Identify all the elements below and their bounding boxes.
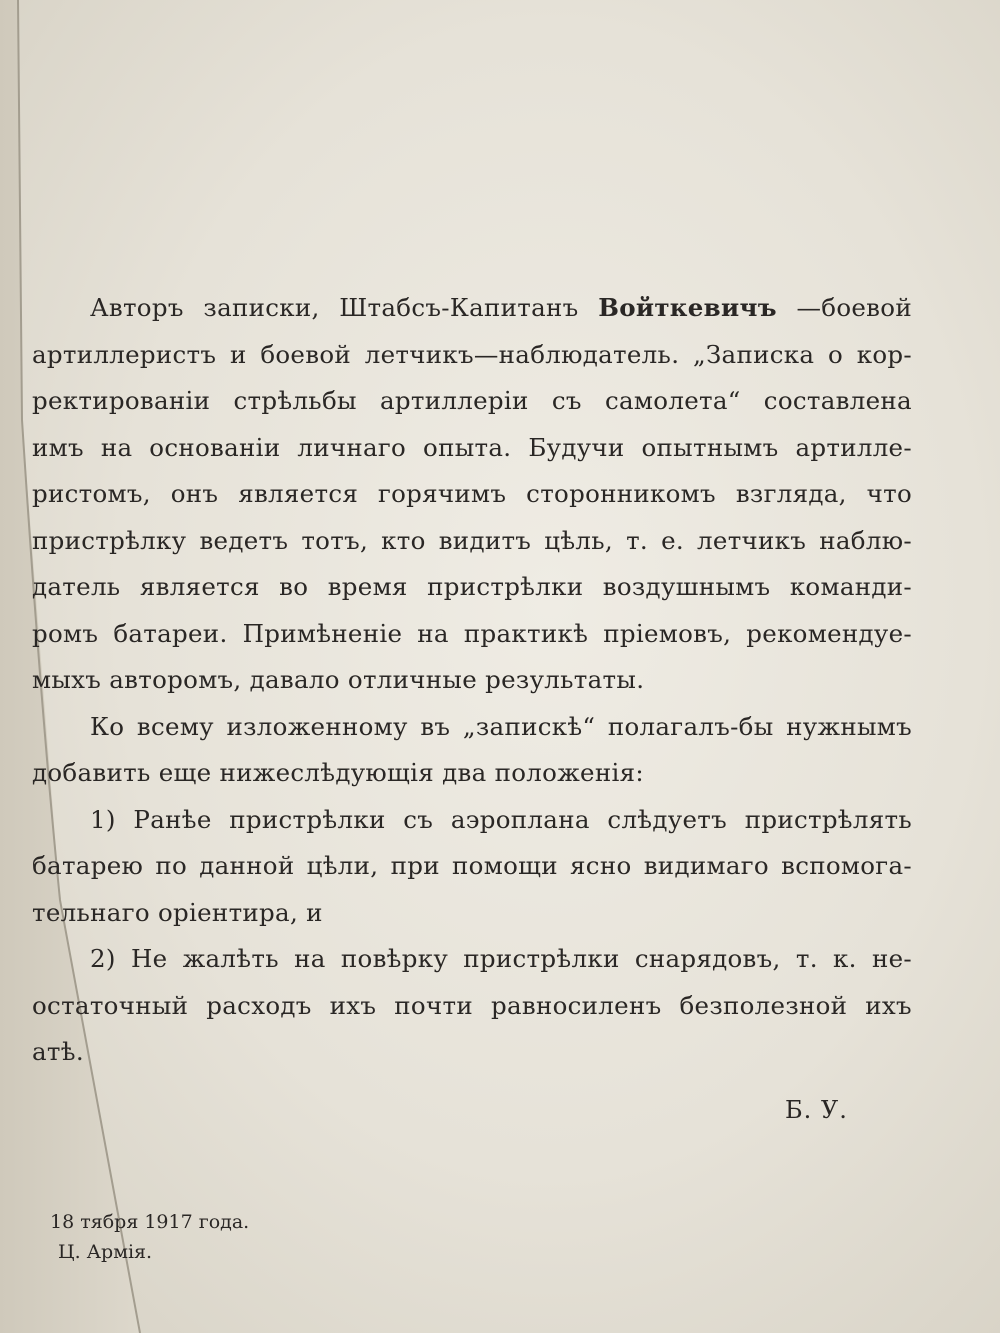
text-line: датель является во время пристрѣлки воздушнымъ команди- bbox=[32, 572, 912, 601]
text-line: Ко всему изложенному въ „запискѣ“ полагалъ-бы нужнымъ bbox=[90, 711, 912, 741]
item-1 bbox=[32, 797, 912, 937]
text-line: тельнаго оріентира, и bbox=[32, 897, 323, 927]
text-line: 1) Ранѣе пристрѣлки съ аэроплана слѣдуетъ пристрѣлять bbox=[90, 804, 912, 834]
place-line: Ц. Армія. bbox=[58, 1241, 153, 1263]
document-body bbox=[32, 285, 912, 1076]
text-line: батарею по данной цѣли, при помощи ясно видимаго вспомога- bbox=[32, 851, 912, 880]
text-line: остаточный расходъ ихъ почти равносиленъ безполезной ихъ bbox=[32, 990, 912, 1020]
date-block bbox=[50, 1207, 249, 1267]
text-line: ристомъ, онъ является горячимъ сторонникомъ взгляда, что bbox=[32, 479, 912, 508]
text-line: 2) Не жалѣть на повѣрку пристрѣлки снарядовъ, т. к. не- bbox=[90, 944, 912, 973]
paragraph-1 bbox=[32, 285, 912, 704]
text-line: мыхъ авторомъ, давало отличные результаты. bbox=[32, 665, 645, 694]
text-line: Авторъ записки, Штабсъ-Капитанъ Войткевичъ —боевой bbox=[90, 293, 912, 322]
signature: Б. У. bbox=[785, 1096, 848, 1124]
text-line: атѣ. bbox=[32, 1037, 84, 1066]
text-line: имъ на основаніи личнаго опыта. Будучи опытнымъ артилле- bbox=[32, 432, 912, 462]
date-line: 18 тября 1917 года. bbox=[50, 1211, 250, 1233]
text-line: артиллеристъ и боевой летчикъ—наблюдатель. „Записка о кор- bbox=[32, 339, 912, 369]
text-line: ректированіи стрѣльбы артиллеріи съ самолета“ составлена bbox=[32, 386, 912, 415]
text-line: добавить еще нижеслѣдующія два положенія: bbox=[32, 758, 644, 787]
paragraph-2 bbox=[32, 704, 912, 797]
item-2 bbox=[32, 936, 912, 1076]
text-line: ромъ батареи. Примѣненіе на практикѣ пріемовъ, рекомендуе- bbox=[32, 618, 912, 648]
text-line: пристрѣлку ведетъ тотъ, кто видитъ цѣль, т. е. летчикъ наблю- bbox=[32, 525, 912, 555]
